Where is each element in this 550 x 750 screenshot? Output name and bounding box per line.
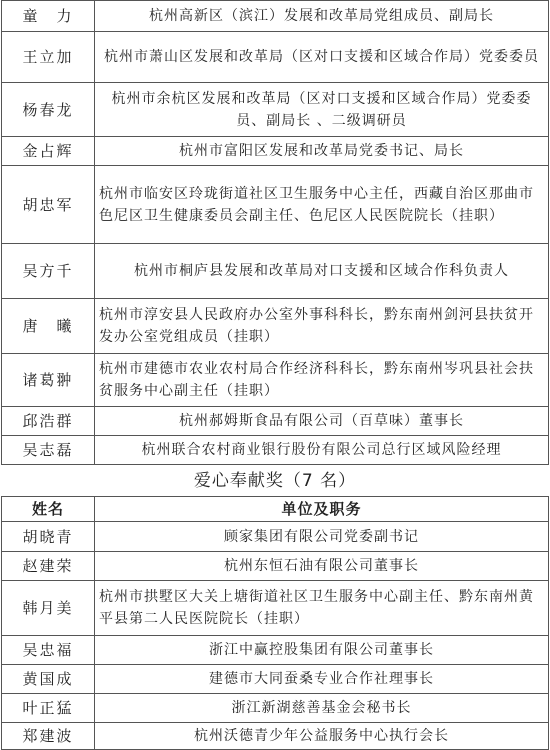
table-row [2,137,549,166]
table-row [2,581,549,636]
person-position: 杭州市淳安县人民政府办公室外事科科长，黔东南州剑河县扶贫开发办公室党组成员（挂职） [95,299,549,354]
person-name: 吴忠福 [2,636,95,665]
table-row [2,32,549,83]
person-name: 胡忠军 [2,166,95,244]
table-row [2,665,549,694]
column-header-position: 单位及职务 [95,497,549,522]
table-row [2,166,549,244]
table-row [2,299,549,354]
table-row [2,83,549,137]
person-position: 杭州沃德青少年公益服务中心执行会长 [95,723,549,750]
award-table [1,0,549,750]
table-row [2,436,549,465]
person-name: 吴方千 [2,244,95,299]
person-position: 杭州市富阳区发展和改革局党委书记、局长 [95,137,549,166]
section-title: 爱心奉献奖（7 名） [2,465,549,497]
section-title-row [2,465,549,497]
award-list-document [1,0,549,750]
person-position: 杭州联合农村商业银行股份有限公司总行区域风险经理 [95,436,549,465]
person-name: 黄国成 [2,665,95,694]
person-name: 童 力 [2,1,95,32]
column-header-name: 姓名 [2,497,95,522]
person-name: 郑建波 [2,723,95,750]
table-row [2,636,549,665]
table-row [2,354,549,407]
person-position: 杭州市拱墅区大关上塘街道社区卫生服务中心副主任、黔东南州黄平县第二人民医院院长（挂职） [95,581,549,636]
table-header-row [2,497,549,522]
person-position: 杭州市桐庐县发展和改革局对口支援和区域合作科负责人 [95,244,549,299]
person-position: 杭州市建德市农业农村局合作经济科科长，黔东南州岑巩县社会扶贫服务中心副主任（挂职） [95,354,549,407]
person-position: 顾家集团有限公司党委副书记 [95,522,549,552]
person-position: 浙江中赢控股集团有限公司董事长 [95,636,549,665]
person-position: 杭州高新区（滨江）发展和改革局党组成员、副局长 [95,1,549,32]
person-position: 杭州东恒石油有限公司董事长 [95,552,549,581]
person-name: 杨春龙 [2,83,95,137]
person-name: 金占辉 [2,137,95,166]
person-position: 杭州郝姆斯食品有限公司（百草味）董事长 [95,407,549,436]
person-name: 王立加 [2,32,95,83]
table-row [2,407,549,436]
person-name: 韩月美 [2,581,95,636]
table-row [2,552,549,581]
table-row [2,244,549,299]
table-row [2,694,549,723]
person-position: 浙江新湖慈善基金会秘书长 [95,694,549,723]
person-name: 叶正猛 [2,694,95,723]
table-row [2,723,549,750]
person-name: 吴志磊 [2,436,95,465]
person-name: 邱浩群 [2,407,95,436]
person-name: 赵建荣 [2,552,95,581]
person-position: 杭州市萧山区发展和改革局（区对口支援和区域合作局）党委委员 [95,32,549,83]
person-name: 诸葛翀 [2,354,95,407]
table-row [2,522,549,552]
person-position: 杭州市临安区玲珑街道社区卫生服务中心主任，西藏自治区那曲市色尼区卫生健康委员会副主任、色尼区人民医院院长（挂职） [95,166,549,244]
table-row [2,1,549,32]
person-name: 胡晓青 [2,522,95,552]
person-name: 唐 曦 [2,299,95,354]
person-position: 建德市大同蚕桑专业合作社理事长 [95,665,549,694]
person-position: 杭州市余杭区发展和改革局（区对口支援和区域合作局）党委委员、副局长 、二级调研员 [95,83,549,137]
